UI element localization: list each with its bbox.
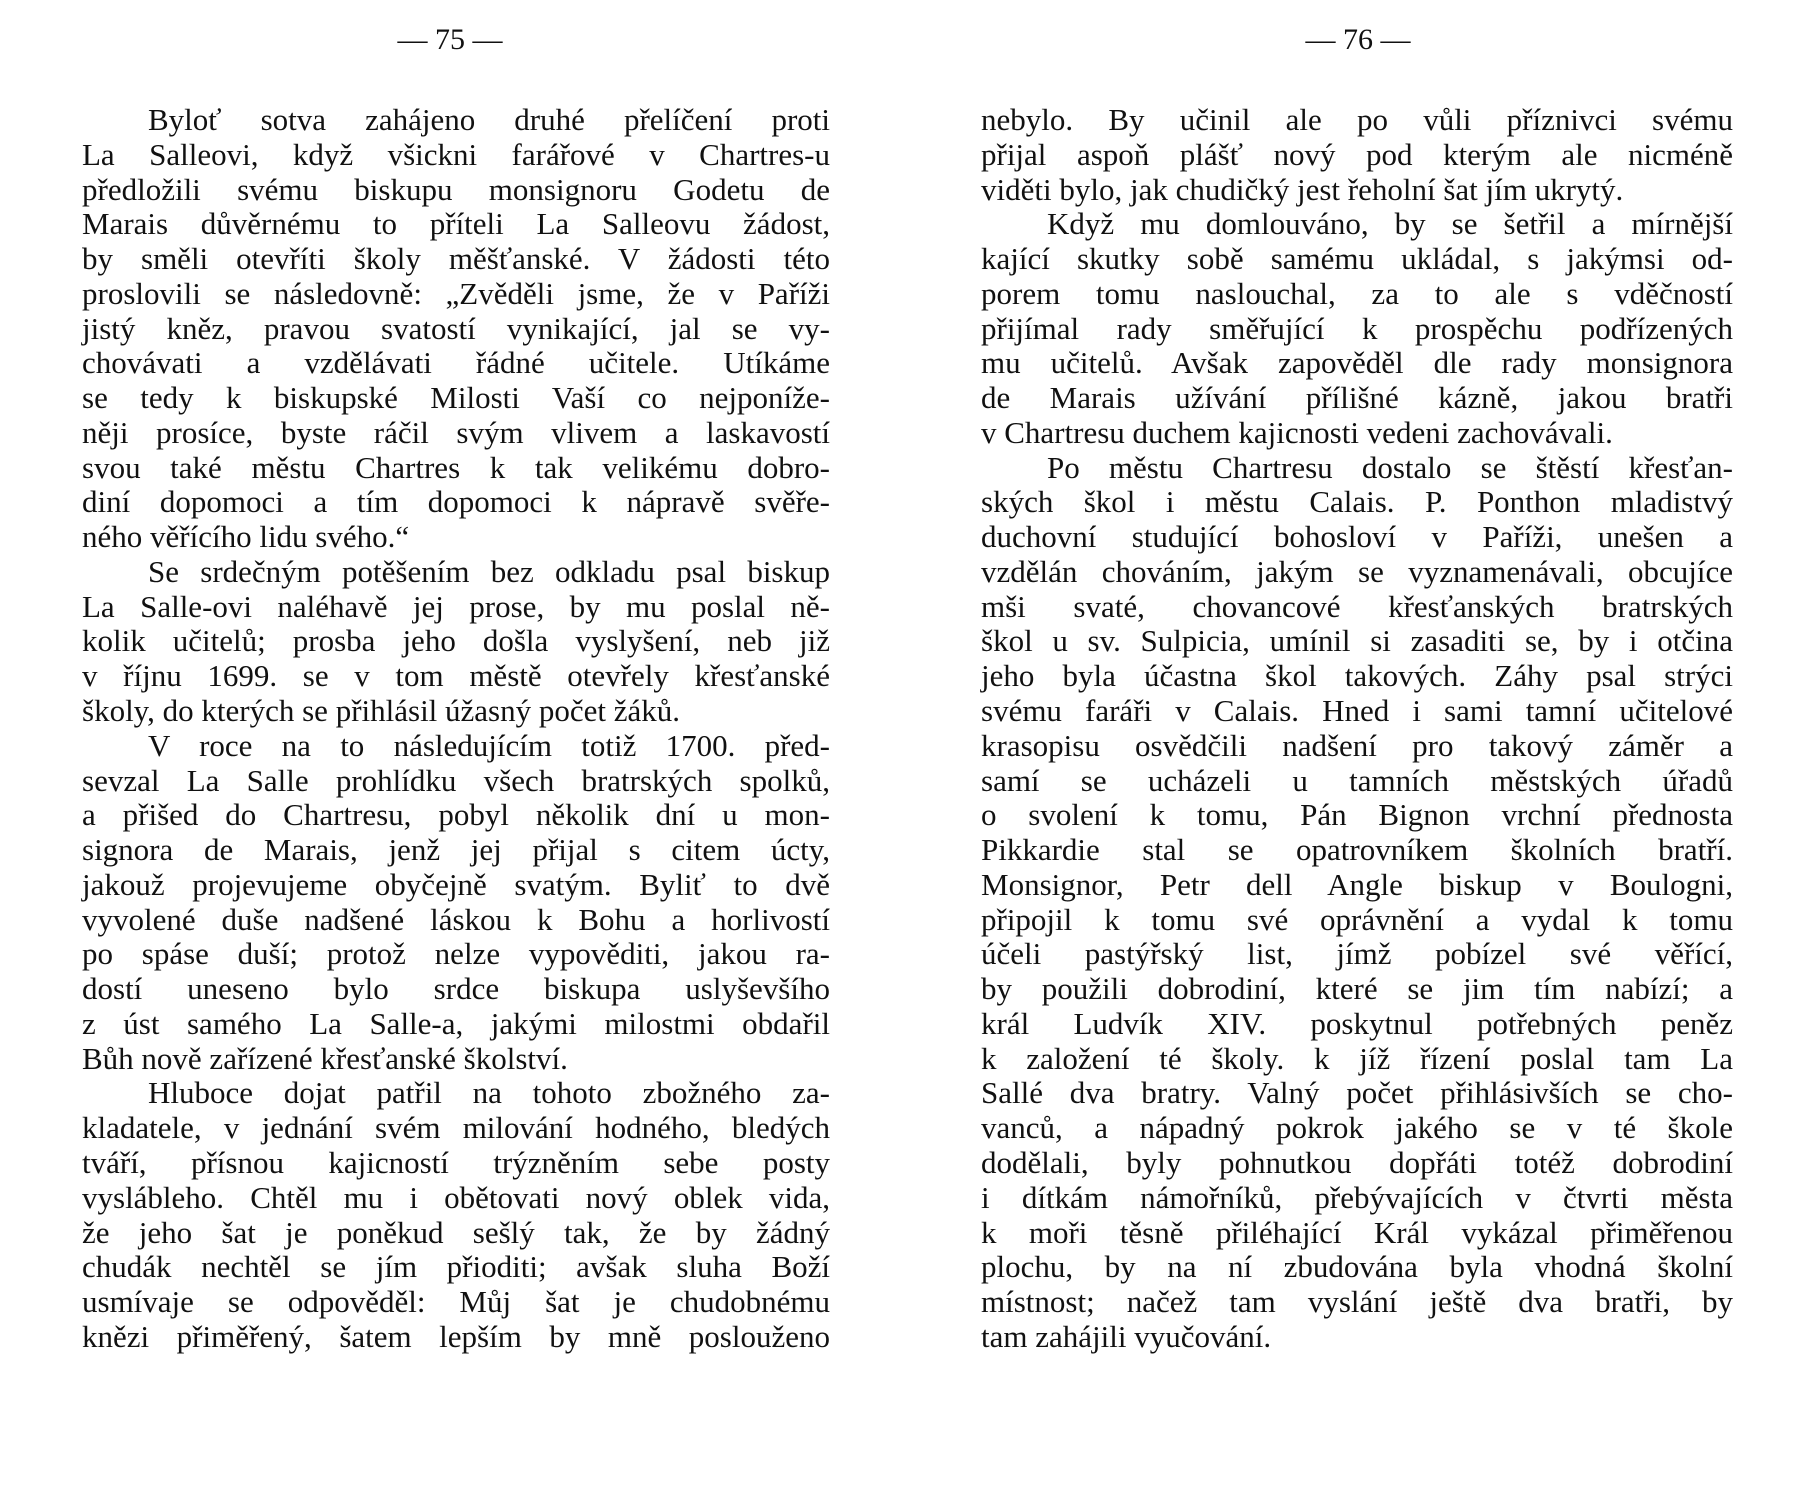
page-76-text	[981, 103, 1733, 1355]
text-line: vyslábleho. Chtěl mu i obětovati nový oblek vida,	[82, 1179, 830, 1215]
text-line: porem tomu naslouchal, za to ale s vděčností	[981, 275, 1733, 311]
text-line: k moři těsně přiléhající Král vykázal přiměřenou	[981, 1214, 1733, 1250]
text-line: Sallé dva bratry. Valný počet přihlásivších se cho-	[981, 1075, 1733, 1111]
text-line: jeho byla účastna škol takových. Záhy psal strýci	[981, 658, 1733, 694]
text-line: i dítkám námořníků, přebývajících v čtvrti města	[981, 1179, 1733, 1215]
text-line: duchovní studující bohosloví v Paříži, unešen a	[981, 519, 1733, 555]
paragraph	[981, 207, 1733, 450]
text-line: mu učitelů. Avšak zapověděl dle rady monsignora	[981, 345, 1733, 381]
text-line: Byloť sotva zahájeno druhé přelíčení proti	[148, 102, 830, 137]
text-line: V roce na to následujícím totiž 1700. před-	[148, 727, 830, 763]
text-line: svému faráři v Calais. Hned i sami tamní učitelové	[981, 693, 1733, 729]
text-line: jistý kněz, pravou svatostí vynikající, jal se vy-	[82, 310, 830, 346]
text-line: kladatele, v jednání svém milování hodného, bledých	[82, 1110, 830, 1146]
text-line: Po městu Chartresu dostalo se štěstí křesťan-	[1047, 449, 1733, 485]
paragraph	[82, 729, 830, 1077]
text-line: plochu, by na ní zbudována byla vhodná školní	[981, 1249, 1733, 1285]
paragraph	[82, 103, 830, 555]
text-line: by použili dobrodiní, které se jim tím nabízí; a	[981, 971, 1733, 1007]
text-line: král Ludvík XIV. poskytnul potřebných peněz	[981, 1005, 1733, 1041]
text-line: škol u sv. Sulpicia, umínil si zasaditi se, by i otčina	[981, 623, 1733, 659]
text-line: nebylo. By učinil ale po vůli příznivci svému	[981, 102, 1733, 137]
text-line: Marais důvěrnému to příteli La Salleovu žádost,	[82, 206, 830, 242]
text-line: něji prosíce, byste ráčil svým vlivem a laskavostí	[82, 414, 830, 450]
text-line: Hluboce dojat patřil na tohoto zbožného za-	[148, 1075, 830, 1111]
text-line: tam zahájili vyučování.	[981, 1318, 1272, 1354]
text-line: diní dopomoci a tím dopomoci k nápravě svěře-	[82, 484, 830, 520]
text-line: po spáse duší; protož nelze vypověditi, jakou ra-	[82, 936, 830, 972]
text-line: o svolení k tomu, Pán Bignon vrchní přednosta	[981, 797, 1733, 833]
text-line: Bůh nově zařízené křesťanské školství.	[82, 1040, 568, 1076]
text-line: mši svaté, chovancové křesťanských bratrských	[981, 588, 1733, 624]
text-line: školy, do kterých se přihlásil úžasný počet žáků.	[82, 693, 681, 729]
text-line: se tedy k biskupské Milosti Vaší co nejponíže-	[82, 380, 830, 416]
text-line: knězi přiměřený, šatem lepším by mně poslouženo	[82, 1318, 830, 1354]
page-75-text	[82, 103, 830, 1355]
text-line: účeli pastýřský list, jímž pobízel své věřící,	[981, 936, 1733, 972]
text-line: signora de Marais, jenž jej přijal s citem úcty,	[82, 832, 830, 868]
page-number-right: — 76 —	[1305, 23, 1411, 56]
text-line: chovávati a vzdělávati řádné učitele. Utíkáme	[82, 345, 830, 381]
text-line: ného věřícího lidu svého.“	[82, 519, 410, 555]
text-line: viděti bylo, jak chudičký jest řeholní šat jím ukrytý.	[981, 171, 1624, 207]
text-line: v říjnu 1699. se v tom městě otevřely křesťanské	[82, 658, 830, 694]
text-line: dostí uneseno bylo srdce biskupa uslyševšího	[82, 971, 830, 1007]
text-line: tváří, přísnou kajicností trýzněním sebe posty	[82, 1144, 830, 1180]
text-line: svou také městu Chartres k tak velikému dobro-	[82, 449, 830, 485]
text-line: k založení té školy. k jíž řízení poslal tam La	[981, 1040, 1733, 1076]
text-line: vyvolené duše nadšené láskou k Bohu a horlivostí	[82, 901, 830, 937]
text-line: vzdělán chováním, jakým se vyznamenávali, obcujíce	[981, 553, 1733, 589]
text-line: přijímal rady směřující k prospěchu podřízených	[981, 310, 1733, 346]
text-line: připojil k tomu své oprávnění a vydal k tomu	[981, 901, 1733, 937]
page-number-left: — 75 —	[397, 23, 503, 56]
text-line: a přišed do Chartresu, pobyl několik dní u mon-	[82, 797, 830, 833]
text-line: samí se ucházeli u tamních městských úřadů	[981, 762, 1733, 798]
text-line: Se srdečným potěšením bez odkladu psal biskup	[148, 553, 830, 589]
text-line: z úst samého La Salle-a, jakými milostmi obdařil	[82, 1005, 830, 1041]
text-line: ských škol i městu Calais. P. Ponthon mladistvý	[981, 484, 1733, 520]
text-line: sevzal La Salle prohlídku všech bratrských spolků,	[82, 762, 830, 798]
text-line: Když mu domlouváno, by se šetřil a mírnější	[1047, 206, 1733, 242]
text-line: přijal aspoň plášť nový pod kterým ale nicméně	[981, 136, 1733, 172]
text-line: vanců, a nápadný pokrok jakého se v té škole	[981, 1110, 1733, 1146]
text-line: předložili svému biskupu monsignoru Godetu de	[82, 171, 830, 207]
text-line: usmívaje se odpověděl: Můj šat je chudobnému	[82, 1284, 830, 1320]
text-line: proslovili se následovně: „Zvěděli jsme, že v Paříži	[82, 275, 830, 311]
text-line: místnost; načež tam vyslání ještě dva bratři, by	[981, 1284, 1733, 1320]
text-line: jakouž projevujeme obyčejně svatým. Byliť to dvě	[82, 866, 830, 902]
text-line: La Salleovi, když všickni farářové v Chartres-u	[82, 136, 830, 172]
text-line: chudák nechtěl se jím přioditi; avšak sluha Boží	[82, 1249, 830, 1285]
paragraph	[82, 555, 830, 729]
paragraph	[82, 1076, 830, 1354]
text-line: by směli otevříti školy měšťanské. V žádosti této	[82, 241, 830, 277]
text-line: kolik učitelů; prosba jeho došla vyslyšení, neb již	[82, 623, 830, 659]
text-line: že jeho šat je poněkud sešlý tak, že by žádný	[82, 1214, 830, 1250]
text-line: La Salle-ovi naléhavě jej prose, by mu poslal ně-	[82, 588, 830, 624]
paragraph	[981, 103, 1733, 207]
text-line: de Marais užívání přílišné kázně, jakou bratři	[981, 380, 1733, 416]
paragraph	[981, 451, 1733, 1355]
text-line: Pikkardie stal se opatrovníkem školních bratří.	[981, 832, 1733, 868]
text-line: Monsignor, Petr dell Angle biskup v Boulogni,	[981, 866, 1733, 902]
text-line: krasopisu osvědčili nadšení pro takový záměr a	[981, 727, 1733, 763]
text-line: v Chartresu duchem kajicnosti vedeni zachovávali.	[981, 414, 1613, 450]
text-line: kající skutky sobě samému ukládal, s jakýmsi od-	[981, 241, 1733, 277]
text-line: dodělali, byly pohnutkou dopřáti totéž dobrodiní	[981, 1144, 1733, 1180]
